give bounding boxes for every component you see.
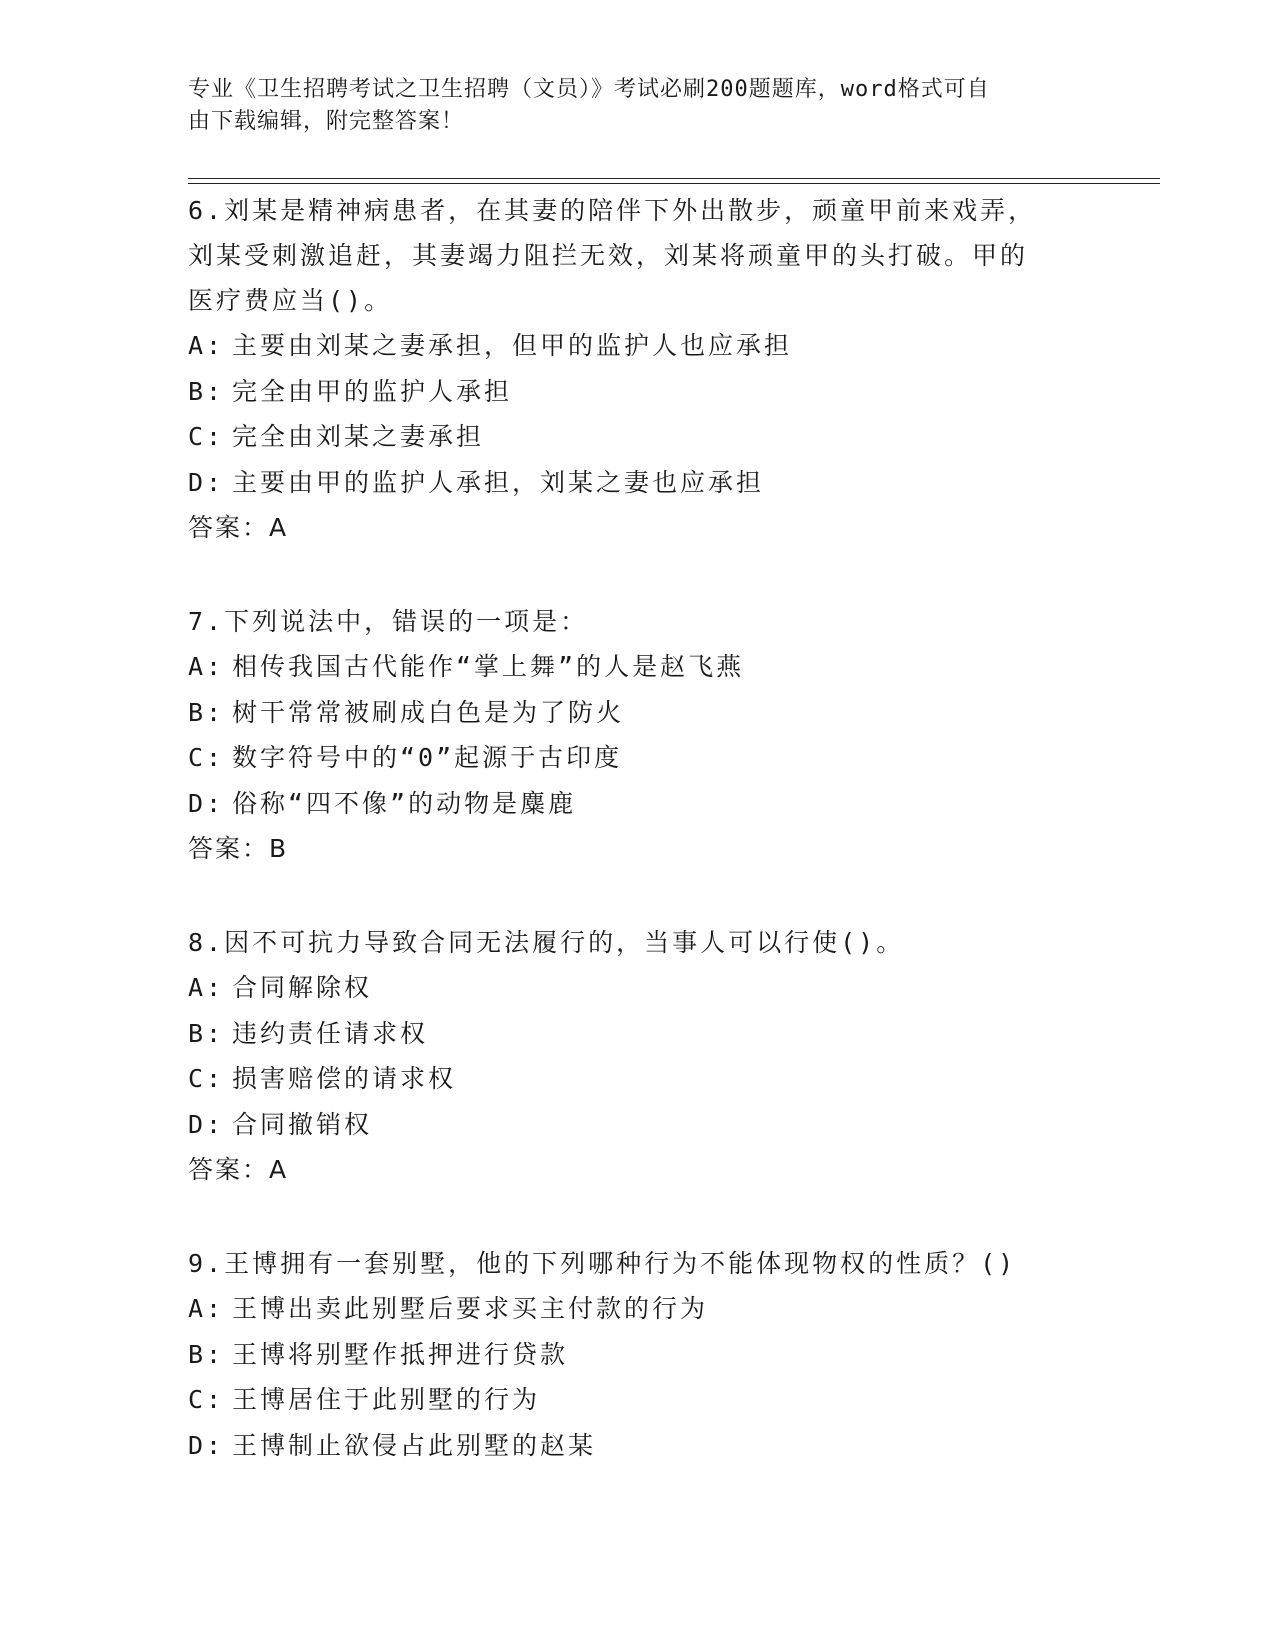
question-block <box>188 1241 1088 1468</box>
answer-option <box>188 1011 1088 1057</box>
question-list <box>188 188 1088 1516</box>
option-key: D: <box>188 467 225 497</box>
option-text: 王博制止欲侵占此别墅的赵某 <box>232 1430 597 1460</box>
question-text: 8.因不可抗力导致合同无法履行的，当事人可以行使()。 <box>188 928 905 957</box>
option-key: B: <box>188 1018 225 1048</box>
option-text: 树干常常被刷成白色是为了防火 <box>232 697 625 727</box>
answer-option <box>188 1377 1088 1423</box>
option-key: C: <box>188 743 225 772</box>
option-text: 合同解除权 <box>232 973 373 1002</box>
answer-option <box>188 1102 1088 1148</box>
question-text: 医疗费应当()。 <box>188 286 393 315</box>
question-text: 6.刘某是精神病患者，在其妻的陪伴下外出散步，顽童甲前来戏弄， <box>188 196 1037 225</box>
answer-line: 答案：A <box>188 1155 289 1184</box>
option-text: 主要由甲的监护人承担，刘某之妻也应承担 <box>232 467 765 497</box>
answer-option <box>188 1286 1088 1332</box>
option-text: 违约责任请求权 <box>232 1018 429 1048</box>
header-line-2: 由下载编辑，附完整答案！ <box>188 109 465 134</box>
answer-option <box>188 460 1088 506</box>
option-key: C: <box>188 1385 225 1414</box>
answer-line: 答案：A <box>188 513 289 542</box>
option-key: A: <box>188 973 225 1002</box>
answer-line: 答案：B <box>188 834 289 863</box>
answer-option <box>188 369 1088 415</box>
header-line-1: 专业《卫生招聘考试之卫生招聘（文员）》考试必刷200题题库，word格式可自 <box>188 77 990 102</box>
question-text: 刘某受刺激追赶，其妻竭力阻拦无效，刘某将顽童甲的头打破。甲的 <box>188 241 1029 270</box>
option-key: C: <box>188 422 225 451</box>
answer-option <box>188 1332 1088 1378</box>
answer-option <box>188 414 1088 460</box>
option-key: A: <box>188 1294 225 1323</box>
question-block <box>188 188 1088 551</box>
option-key: B: <box>188 376 225 406</box>
option-key: D: <box>188 1109 225 1139</box>
option-key: C: <box>188 1064 225 1093</box>
option-text: 完全由甲的监护人承担 <box>232 376 513 406</box>
option-text: 俗称“四不像”的动物是麋鹿 <box>232 788 577 818</box>
option-key: B: <box>188 697 225 727</box>
option-text: 完全由刘某之妻承担 <box>232 422 485 451</box>
option-key: A: <box>188 652 225 681</box>
header-divider <box>188 178 1160 184</box>
answer-option <box>188 1423 1088 1469</box>
answer-option <box>188 690 1088 736</box>
option-text: 王博居住于此别墅的行为 <box>232 1385 541 1414</box>
question-block <box>188 599 1088 872</box>
answer-option <box>188 644 1088 690</box>
option-text: 合同撤销权 <box>232 1109 373 1139</box>
option-text: 王博将别墅作抵押进行贷款 <box>232 1339 569 1369</box>
answer-option <box>188 735 1088 781</box>
question-block <box>188 920 1088 1193</box>
option-key: B: <box>188 1339 225 1369</box>
option-key: A: <box>188 331 225 360</box>
option-text: 损害赔偿的请求权 <box>232 1064 457 1093</box>
option-key: D: <box>188 788 225 818</box>
option-key: D: <box>188 1430 225 1460</box>
document-header <box>188 74 1068 138</box>
option-text: 主要由刘某之妻承担，但甲的监护人也应承担 <box>232 331 793 360</box>
answer-option <box>188 965 1088 1011</box>
option-text: 王博出卖此别墅后要求买主付款的行为 <box>232 1294 709 1323</box>
option-text: 数字符号中的“0”起源于古印度 <box>232 743 623 772</box>
option-text: 相传我国古代能作“掌上舞”的人是赵飞燕 <box>232 652 745 681</box>
answer-option <box>188 1056 1088 1102</box>
question-text: 7.下列说法中，错误的一项是： <box>188 607 589 636</box>
answer-option <box>188 781 1088 827</box>
question-text: 9.王博拥有一套别墅，他的下列哪种行为不能体现物权的性质？() <box>188 1249 1017 1278</box>
answer-option <box>188 323 1088 369</box>
